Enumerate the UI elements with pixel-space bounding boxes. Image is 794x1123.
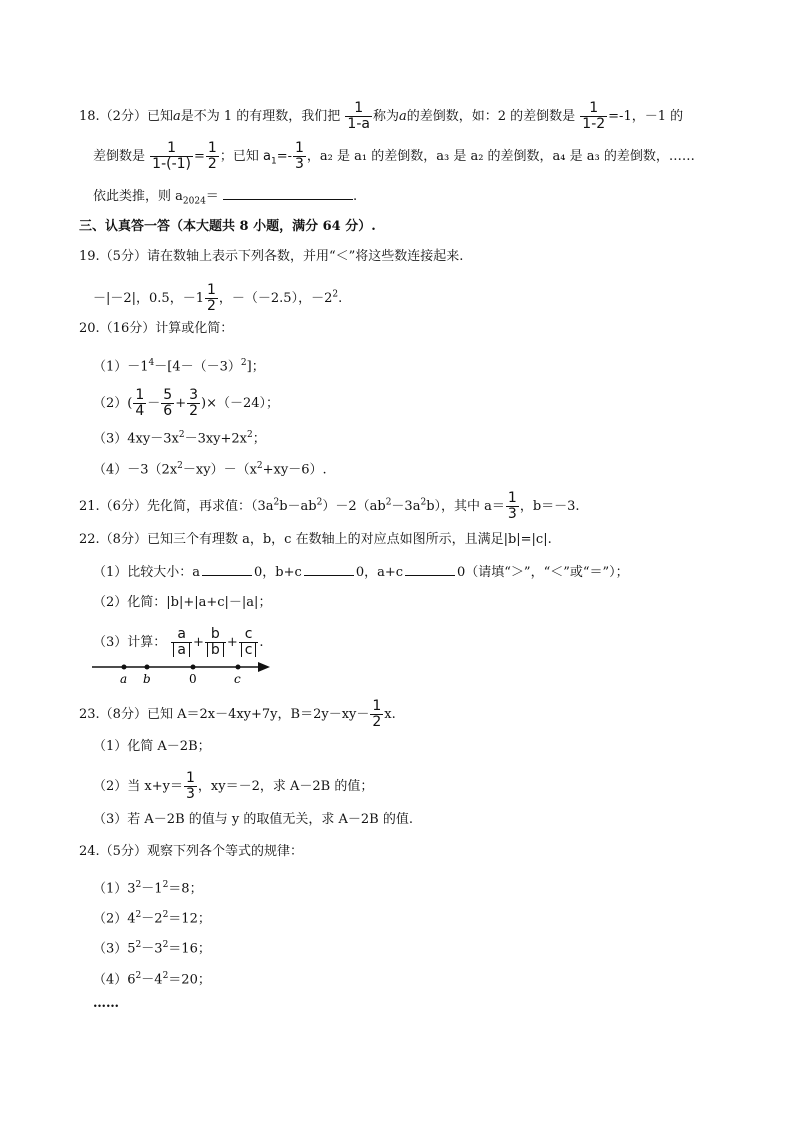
fraction bbox=[206, 141, 219, 172]
fraction bbox=[171, 627, 192, 658]
list-item bbox=[93, 936, 211, 958]
q22-part3 bbox=[93, 627, 264, 658]
list-item bbox=[93, 967, 211, 989]
label-b: b bbox=[143, 672, 151, 686]
q23-text: x. bbox=[384, 707, 396, 722]
fraction bbox=[239, 627, 259, 658]
equation-text: （1）3 bbox=[93, 881, 136, 897]
q18-text: = bbox=[194, 149, 205, 164]
q20-part4 bbox=[93, 457, 327, 479]
q18-line1 bbox=[79, 101, 683, 132]
q20-part2 bbox=[93, 388, 279, 419]
equation-text: （2）4 bbox=[93, 911, 136, 927]
fraction bbox=[370, 699, 383, 730]
list-item bbox=[93, 906, 211, 928]
fraction bbox=[184, 771, 197, 802]
superscript: 2 bbox=[177, 461, 183, 471]
q18-text: ；已知 bbox=[219, 149, 259, 164]
abs-value: c bbox=[241, 643, 257, 657]
q18-text: 是不为 1 的有理数，我们把 bbox=[180, 109, 341, 124]
superscript: 2 bbox=[316, 497, 323, 508]
denominator: 4 bbox=[135, 403, 145, 419]
fraction bbox=[161, 388, 174, 419]
number-line bbox=[88, 658, 278, 686]
superscript: 2 bbox=[135, 880, 142, 890]
answer-blank[interactable] bbox=[304, 563, 354, 576]
q18-text: 差倒数是 bbox=[93, 149, 146, 164]
q20-text: －3xy+2x bbox=[184, 431, 248, 447]
q22-text: . bbox=[259, 635, 264, 650]
q20-part3 bbox=[93, 426, 266, 448]
a1-letter: a bbox=[262, 149, 271, 164]
q23-part3: （3）若 A－2B 的值与 y 的取值无关，求 A－2B 的值. bbox=[93, 812, 413, 827]
equation-text: ＝12； bbox=[168, 911, 211, 927]
subscript: 2024 bbox=[182, 196, 206, 207]
superscript: 4 bbox=[148, 358, 155, 368]
q20-text: （2）( bbox=[93, 396, 133, 411]
numerator: 1 bbox=[294, 140, 304, 156]
superscript: 2 bbox=[162, 910, 169, 920]
q21-text: ）－2（ab bbox=[322, 499, 386, 514]
q24-ellipsis: …… bbox=[93, 996, 119, 1011]
denominator: 1-(-1) bbox=[152, 156, 191, 172]
q23-text: （2）当 x+y＝ bbox=[93, 779, 183, 794]
equation-text: －1 bbox=[141, 881, 163, 897]
q19-text: ，－（－2.5），－2 bbox=[218, 291, 333, 306]
numerator: 1 bbox=[580, 101, 607, 117]
numerator: c bbox=[239, 627, 259, 643]
q20-text: )×（－24）； bbox=[201, 396, 280, 411]
fraction bbox=[506, 491, 519, 522]
denominator bbox=[171, 643, 192, 658]
fraction bbox=[580, 101, 607, 132]
q18-line2 bbox=[93, 141, 695, 172]
equation-text: ＝16； bbox=[168, 941, 211, 957]
q20-text: （1）－1 bbox=[93, 359, 149, 375]
q23-text: ，xy＝－2，求 A－2B 的值； bbox=[197, 779, 374, 794]
numerator: 1 bbox=[185, 770, 195, 786]
point-b bbox=[145, 665, 150, 670]
answer-blank[interactable] bbox=[202, 563, 252, 576]
superscript: 2 bbox=[178, 430, 185, 440]
equation-text: ＝20； bbox=[168, 972, 211, 988]
q18-text: ，a₂ 是 a₁ 的差倒数，a₃ 是 a₂ 的差倒数，a₄ 是 a₃ 的差倒数，…… bbox=[306, 149, 695, 164]
denominator: 3 bbox=[507, 506, 517, 522]
operator: + bbox=[193, 635, 204, 650]
numerator: b bbox=[205, 627, 226, 643]
q20-text: ]； bbox=[246, 359, 265, 375]
operator: + bbox=[226, 635, 238, 650]
denominator: 1-a bbox=[347, 116, 370, 132]
q18-text: =-1，－1 的 bbox=[608, 109, 684, 124]
section-heading: 三、认真答一答（本大题共 8 小题，满分 64 分）. bbox=[79, 219, 376, 234]
q20-text: －[4－（－3） bbox=[154, 359, 241, 375]
equation-text: （3）5 bbox=[93, 941, 136, 957]
q19-text: －|－2|，0.5，－1 bbox=[93, 291, 204, 306]
equation-text: －2 bbox=[141, 911, 163, 927]
point-c bbox=[236, 665, 241, 670]
superscript: 2 bbox=[256, 461, 263, 471]
equation-text: （4）6 bbox=[93, 972, 136, 988]
equation-text: －3 bbox=[141, 941, 163, 957]
denominator: 6 bbox=[163, 403, 173, 419]
superscript: 2 bbox=[273, 497, 280, 508]
fraction bbox=[293, 141, 306, 172]
q23-text: 23.（8分）已知 A＝2x－4xy+7y，B＝2y－xy－ bbox=[79, 707, 370, 722]
operator: + bbox=[175, 396, 187, 411]
q23-part2 bbox=[93, 771, 373, 802]
q21-text: b），其中 a＝ bbox=[426, 499, 505, 514]
q22-text: 0，b+c bbox=[254, 565, 302, 580]
superscript: 2 bbox=[420, 497, 427, 508]
fraction bbox=[345, 101, 372, 132]
q19-text: . bbox=[338, 291, 343, 306]
denominator bbox=[239, 643, 259, 658]
q19-title: 19.（5分）请在数轴上表示下列各数，并用“＜”将这些数连接起来. bbox=[79, 249, 464, 264]
numerator: 1 bbox=[150, 141, 193, 157]
q20-text: ； bbox=[252, 431, 266, 447]
fraction bbox=[205, 283, 218, 314]
q20-text: +xy－6）. bbox=[262, 462, 327, 478]
var-a: a bbox=[398, 109, 407, 124]
superscript: 2 bbox=[135, 971, 142, 981]
superscript: 2 bbox=[162, 880, 169, 890]
numerator: 1 bbox=[345, 101, 372, 117]
q18-text: 18.（2分）已知 bbox=[79, 109, 173, 124]
denominator: 3 bbox=[185, 786, 195, 802]
point-0 bbox=[191, 665, 196, 670]
q22-text: 0，a+c bbox=[355, 565, 404, 580]
denominator: 1-2 bbox=[582, 116, 606, 132]
denominator bbox=[205, 643, 226, 658]
denominator: 2 bbox=[207, 156, 217, 172]
superscript: 2 bbox=[240, 358, 247, 368]
superscript: 2 bbox=[135, 910, 142, 920]
q20-text: －xy）－（x bbox=[182, 462, 257, 478]
q18-text: 依此类推，则 a bbox=[93, 189, 183, 204]
q20-title: 20.（16分）计算或化简： bbox=[79, 321, 234, 336]
numerator: 3 bbox=[189, 387, 199, 403]
fraction bbox=[150, 141, 193, 172]
q22-title: 22.（8分）已知三个有理数 a，b，c 在数轴上的对应点如图所示，且满足|b|=|c|. bbox=[79, 532, 552, 547]
q21-text: b－ab bbox=[279, 499, 317, 514]
a1-subscript: 1 bbox=[270, 156, 277, 167]
numerator: 1 bbox=[206, 282, 216, 298]
label-0: 0 bbox=[189, 672, 197, 686]
q21-line bbox=[79, 491, 580, 522]
numerator: a bbox=[171, 627, 192, 643]
denominator: 2 bbox=[206, 298, 216, 314]
q22-part2: （2）化简：|b|+|a+c|－|a|； bbox=[93, 595, 272, 610]
superscript: 2 bbox=[162, 971, 169, 981]
fraction bbox=[133, 388, 146, 419]
label-c: c bbox=[234, 672, 241, 686]
q20-text: （4）－3（2x bbox=[93, 462, 178, 478]
var-a: a bbox=[172, 109, 181, 124]
q21-text: 21.（6分）先化简，再求值：（3a bbox=[79, 499, 274, 514]
q18-text: ＝ bbox=[205, 189, 219, 204]
q22-text: （1）比较大小：a bbox=[93, 565, 201, 580]
operator: － bbox=[147, 396, 161, 411]
q22-text: 0（请填“＞”，“＜”或“＝”）； bbox=[457, 565, 629, 580]
q21-text: －3a bbox=[391, 499, 421, 514]
point-a bbox=[122, 665, 127, 670]
q20-part1 bbox=[93, 354, 265, 376]
q18-text: =- bbox=[276, 149, 292, 164]
q18-text: 称为 bbox=[372, 109, 399, 124]
q21-text: ，b＝－3. bbox=[519, 499, 580, 514]
numerator: 1 bbox=[372, 698, 382, 714]
q24-title: 24.（5分）观察下列各个等式的规律： bbox=[79, 844, 303, 859]
numerator: 1 bbox=[207, 140, 217, 156]
superscript: 2 bbox=[135, 940, 142, 950]
q18-line3 bbox=[93, 187, 357, 211]
list-item bbox=[93, 876, 203, 898]
q23-part1: （1）化简 A－2B； bbox=[93, 739, 211, 754]
numerator: 1 bbox=[135, 387, 145, 403]
answer-blank[interactable] bbox=[223, 187, 353, 200]
q18-text: 的差倒数，如：2 的差倒数是 bbox=[406, 109, 576, 124]
q20-text: （3）4xy－3x bbox=[93, 431, 179, 447]
a1-symbol bbox=[262, 149, 277, 167]
q18-text: . bbox=[352, 189, 358, 204]
label-a: a bbox=[120, 672, 128, 686]
q22-text: （3）计算： bbox=[93, 635, 167, 650]
denominator: 2 bbox=[189, 403, 199, 419]
equation-text: －4 bbox=[141, 972, 163, 988]
denominator: 3 bbox=[294, 156, 304, 172]
fraction bbox=[187, 388, 200, 419]
superscript: 2 bbox=[162, 940, 169, 950]
numerator: 1 bbox=[507, 490, 517, 506]
q22-part1 bbox=[93, 563, 629, 582]
superscript: 2 bbox=[247, 430, 253, 440]
q19-numbers bbox=[93, 283, 342, 314]
axis-arrow bbox=[258, 662, 270, 672]
abs-value: b bbox=[207, 643, 224, 657]
abs-value: a bbox=[173, 643, 190, 657]
answer-blank[interactable] bbox=[405, 563, 455, 576]
fraction bbox=[205, 627, 226, 658]
superscript: 2 bbox=[385, 497, 392, 508]
equation-text: ＝8； bbox=[168, 881, 203, 897]
numerator: 5 bbox=[163, 387, 173, 403]
q23-line bbox=[79, 699, 396, 730]
denominator: 2 bbox=[372, 714, 382, 730]
superscript: 2 bbox=[332, 289, 339, 300]
